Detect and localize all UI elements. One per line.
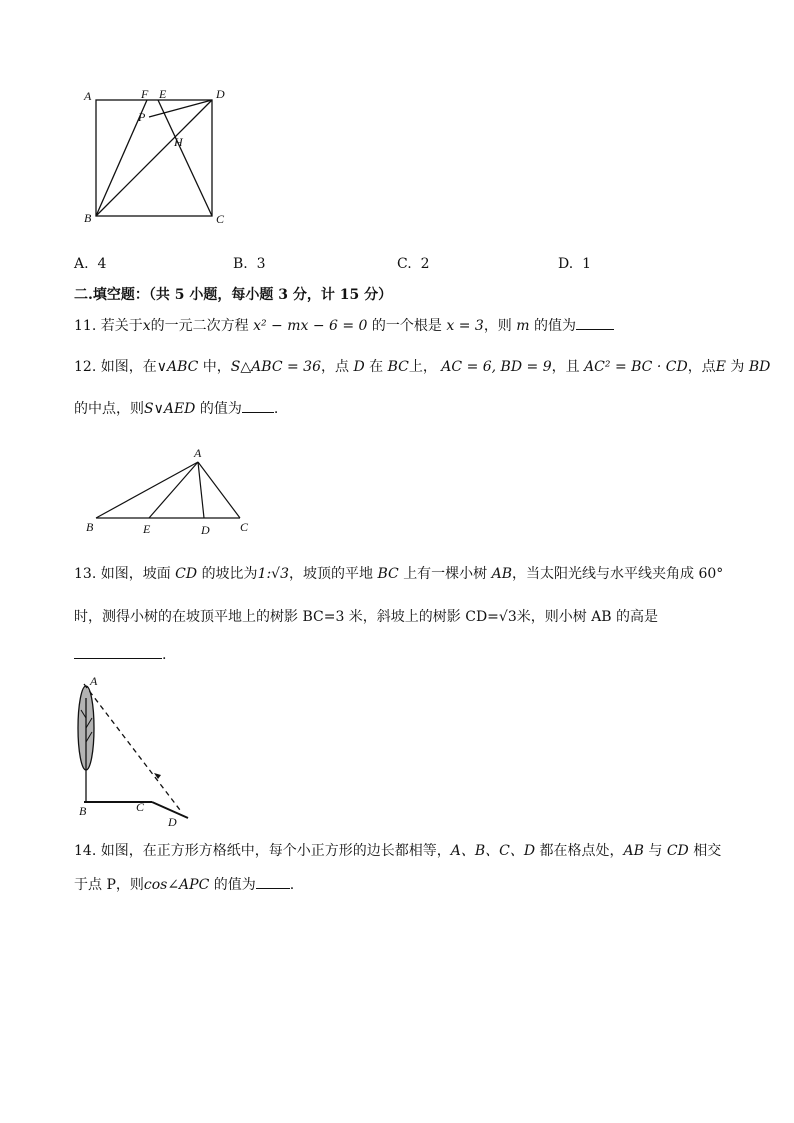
question-12-line2: 的中点，则S∨AED 的值为 . — [74, 398, 278, 419]
label-A: A — [194, 446, 202, 460]
label-P: P — [138, 110, 146, 124]
segment-ab — [96, 462, 198, 518]
label-C: C — [136, 800, 145, 814]
question-12-line1: 12. 如图，在∨ABC 中，S△ABC = 36，点 D 在 BC上， AC = 6, BD = 9，且 AC² = BC · CD，点E 为 BD — [74, 359, 771, 375]
answer-blank-14[interactable] — [256, 874, 290, 889]
tree-figure — [70, 670, 200, 830]
segment-ec — [158, 100, 212, 216]
answer-blank-12[interactable] — [242, 398, 274, 413]
answer-blank-11[interactable] — [576, 315, 614, 330]
label-B: B — [84, 211, 92, 225]
label-E: E — [143, 522, 151, 536]
square-figure — [78, 82, 238, 232]
label-D: D — [216, 87, 225, 101]
question-13-line1: 13. 如图，坡面 CD 的坡比为1:√3，坡顶的平地 BC 上有一棵小树 AB，当太阳光线与水平线夹角成 60° — [74, 566, 724, 582]
label-C: C — [216, 212, 225, 226]
label-A: A — [90, 674, 98, 688]
question-13-line2: 时，测得小树的在坡顶平地上的树影 BC=3 米，斜坡上的树影 CD=√3米，则小树 AB 的高是 — [74, 609, 659, 625]
triangle-figure — [78, 440, 258, 540]
section-title: 二.填空题：（共 5 小题，每小题 3 分，计 15 分） — [74, 287, 393, 303]
segment-ad — [198, 462, 204, 518]
option-c: C. 2 — [397, 256, 430, 272]
question-14-line1: 14. 如图，在正方形方格纸中，每个小正方形的边长都相等，A、B、C、D 都在格点处，AB 与 CD 相交 — [74, 843, 722, 859]
sun-ray — [84, 684, 180, 810]
option-b: B. 3 — [233, 256, 266, 272]
label-D: D — [168, 815, 177, 829]
segment-ae — [149, 462, 198, 518]
segment-pd — [149, 100, 212, 117]
label-F: F — [141, 87, 149, 101]
option-a: A. 4 — [74, 256, 107, 272]
segment-ac — [198, 462, 240, 518]
answer-blank-13[interactable] — [74, 644, 162, 659]
label-B: B — [86, 520, 94, 534]
label-D: D — [201, 523, 210, 537]
question-13-line3: . — [74, 644, 166, 665]
question-11: 11. 若关于x的一元二次方程 x² − mx − 6 = 0 的一个根是 x = 3，则 m 的值为 — [74, 315, 614, 336]
diagonal-bd — [96, 100, 212, 216]
label-A: A — [84, 89, 92, 103]
option-d: D. 1 — [558, 256, 592, 272]
label-E: E — [159, 87, 167, 101]
question-14-line2: 于点 P，则cos∠APC 的值为 . — [74, 874, 294, 895]
label-B: B — [79, 804, 87, 818]
label-H: H — [174, 135, 183, 149]
label-C: C — [240, 520, 249, 534]
